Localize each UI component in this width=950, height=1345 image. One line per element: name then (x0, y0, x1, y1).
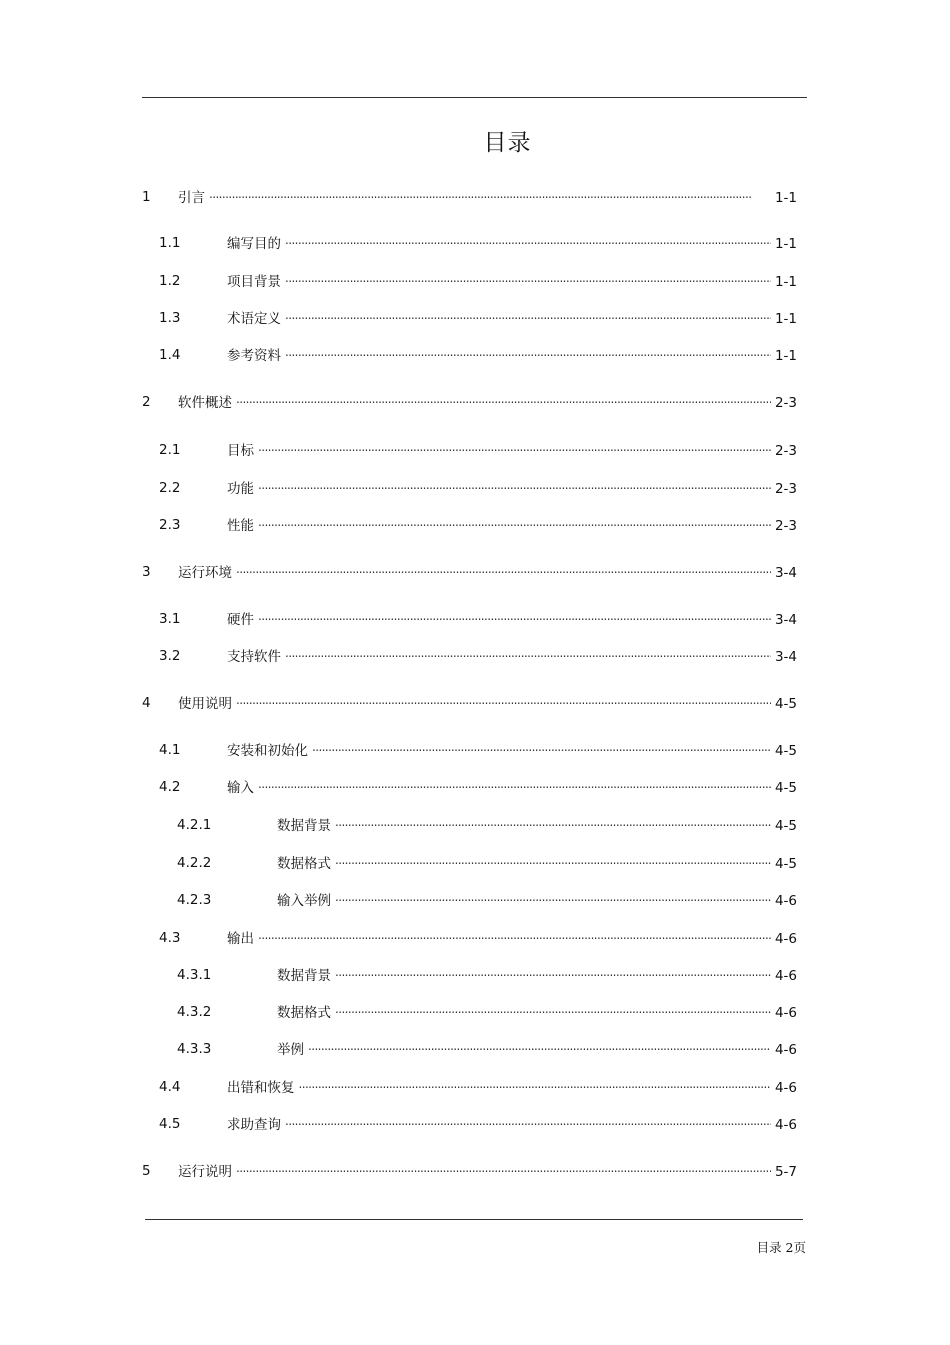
toc-entry[interactable] (159, 441, 797, 460)
dot-leader (335, 816, 771, 830)
toc-entry-label: 功能 (227, 481, 254, 497)
toc-entry-number: 4.2.2 (177, 855, 212, 871)
toc-entry-page: 3-4 (774, 612, 797, 628)
dot-leader (335, 891, 771, 905)
toc-entry-page: 4-6 (774, 1117, 797, 1133)
footer-rule (145, 1219, 803, 1220)
toc-entry[interactable] (159, 778, 797, 797)
dot-leader (285, 346, 771, 360)
toc-entry-number: 3 (142, 564, 151, 580)
dot-leader (335, 854, 771, 868)
toc-entry-number: 1.3 (159, 310, 181, 326)
toc-entry[interactable] (159, 234, 797, 253)
toc-entry[interactable] (177, 891, 797, 910)
dot-leader (285, 234, 771, 248)
toc-entry-label: 软件概述 (178, 395, 232, 411)
toc-entry-number: 1.2 (159, 273, 181, 289)
toc-entry-label: 使用说明 (178, 696, 232, 712)
toc-entry-number: 1.4 (159, 347, 181, 363)
toc-entry-page: 4-6 (774, 1005, 797, 1021)
toc-entry-label: 安装和初始化 (227, 743, 308, 759)
toc-entry-number: 4.3.1 (177, 967, 212, 983)
toc-entry-page: 4-6 (774, 1042, 797, 1058)
toc-entry[interactable] (159, 516, 797, 535)
dot-leader (236, 563, 771, 577)
toc-entry-number: 4.3.2 (177, 1004, 212, 1020)
toc-entry-page: 5-7 (774, 1164, 797, 1180)
dot-leader (209, 188, 771, 202)
toc-entry[interactable] (177, 854, 797, 873)
toc-entry-page: 3-4 (774, 565, 797, 581)
toc-entry-number: 4.2.1 (177, 817, 212, 833)
dot-leader (258, 610, 771, 624)
dot-leader (299, 1078, 771, 1092)
toc-entry-label: 编写目的 (227, 236, 281, 252)
dot-leader (335, 966, 771, 980)
dot-leader (258, 441, 771, 455)
toc-entry-number: 4.3 (159, 930, 181, 946)
toc-entry-label: 支持软件 (227, 649, 281, 665)
toc-entry[interactable] (177, 816, 797, 835)
toc-entry-number: 3.2 (159, 648, 181, 664)
toc-entry[interactable] (159, 610, 797, 629)
dot-leader (236, 1162, 771, 1176)
toc-entry-page: 1-1 (774, 236, 797, 252)
toc-entry[interactable] (177, 1040, 797, 1059)
toc-entry-label: 举例 (277, 1042, 304, 1058)
toc-entry-page: 4-6 (774, 968, 797, 984)
toc-entry-number: 5 (142, 1163, 151, 1179)
toc-entry[interactable] (177, 1003, 797, 1022)
toc-entry[interactable] (159, 741, 797, 760)
toc-entry-label: 数据背景 (277, 968, 331, 984)
toc-entry-label: 数据格式 (277, 856, 331, 872)
toc-entry-label: 运行说明 (178, 1164, 232, 1180)
toc-entry-page: 4-6 (774, 1080, 797, 1096)
toc-entry-label: 目标 (227, 443, 254, 459)
toc-entry-number: 4.3.3 (177, 1041, 212, 1057)
toc-entry-page: 2-3 (774, 395, 797, 411)
toc-entry-number: 4.1 (159, 742, 181, 758)
toc-entry[interactable] (159, 647, 797, 666)
dot-leader (285, 1115, 771, 1129)
toc-entry-label: 引言 (178, 190, 205, 206)
toc-entry[interactable] (177, 966, 797, 985)
toc-entry-label: 硬件 (227, 612, 254, 628)
toc-entry-label: 输出 (227, 931, 254, 947)
dot-leader (285, 309, 771, 323)
dot-leader (335, 1003, 771, 1017)
toc-entry-label: 数据背景 (277, 818, 331, 834)
toc-entry[interactable] (159, 1078, 797, 1097)
toc-entry-page: 2-3 (774, 481, 797, 497)
toc-entry-label: 数据格式 (277, 1005, 331, 1021)
dot-leader (258, 516, 771, 530)
toc-entry-label: 性能 (227, 518, 254, 534)
toc-entry-page: 4-5 (774, 696, 797, 712)
toc-entry-page: 4-6 (774, 931, 797, 947)
toc-entry-page: 4-5 (774, 818, 797, 834)
toc-entry-number: 3.1 (159, 611, 181, 627)
toc-entry-label: 输入 (227, 780, 254, 796)
dot-leader (236, 393, 771, 407)
page-title: 目录 (483, 130, 532, 156)
dot-leader (258, 479, 771, 493)
toc-entry-page: 3-4 (774, 649, 797, 665)
toc-entry-page: 2-3 (774, 518, 797, 534)
toc-entry-page: 1-1 (774, 190, 797, 206)
toc-entry-label: 项目背景 (227, 274, 281, 290)
toc-entry-label: 术语定义 (227, 311, 281, 327)
toc-entry-number: 2 (142, 394, 151, 410)
toc-entry-label: 参考资料 (227, 348, 281, 364)
page-footer: 目录 2页 (756, 1240, 806, 1255)
dot-leader (308, 1040, 771, 1054)
toc-entry-label: 输入举例 (277, 893, 331, 909)
toc-entry-page: 4-6 (774, 893, 797, 909)
toc-entry-number: 2.1 (159, 442, 181, 458)
dot-leader (258, 778, 771, 792)
toc-entry[interactable] (142, 1162, 797, 1181)
dot-leader (285, 272, 771, 286)
toc-entry-page: 4-5 (774, 856, 797, 872)
toc-entry[interactable] (142, 694, 797, 713)
toc-entry-number: 4.2 (159, 779, 181, 795)
toc-entry-number: 4.5 (159, 1116, 181, 1132)
dot-leader (258, 929, 771, 943)
toc-entry-page: 4-5 (774, 780, 797, 796)
toc-entry[interactable] (142, 393, 797, 412)
dot-leader (312, 741, 771, 755)
toc-entry[interactable] (159, 1115, 797, 1134)
toc-entry[interactable] (159, 346, 797, 365)
toc-entry-page: 1-1 (774, 274, 797, 290)
dot-leader (236, 694, 771, 708)
dot-leader (285, 647, 771, 661)
toc-entry[interactable] (159, 309, 797, 328)
toc-entry-number: 1.1 (159, 235, 181, 251)
toc-entry[interactable] (159, 929, 797, 948)
toc-entry-number: 2.3 (159, 517, 181, 533)
toc-entry-page: 4-5 (774, 743, 797, 759)
toc-entry-label: 运行环境 (178, 565, 232, 581)
toc-entry-label: 出错和恢复 (227, 1080, 295, 1096)
toc-entry[interactable] (159, 479, 797, 498)
toc-entry-number: 4.4 (159, 1079, 181, 1095)
toc-entry[interactable] (142, 563, 797, 582)
toc-entry-number: 4 (142, 695, 151, 711)
toc-entry-page: 1-1 (774, 348, 797, 364)
toc-entry[interactable] (159, 272, 797, 291)
toc-entry[interactable] (142, 188, 797, 207)
toc-entry-label: 求助查询 (227, 1117, 281, 1133)
toc-entry-page: 2-3 (774, 443, 797, 459)
toc-entry-number: 2.2 (159, 480, 181, 496)
toc-entry-number: 4.2.3 (177, 892, 212, 908)
toc-entry-number: 1 (142, 189, 151, 205)
toc-entry-page: 1-1 (774, 311, 797, 327)
